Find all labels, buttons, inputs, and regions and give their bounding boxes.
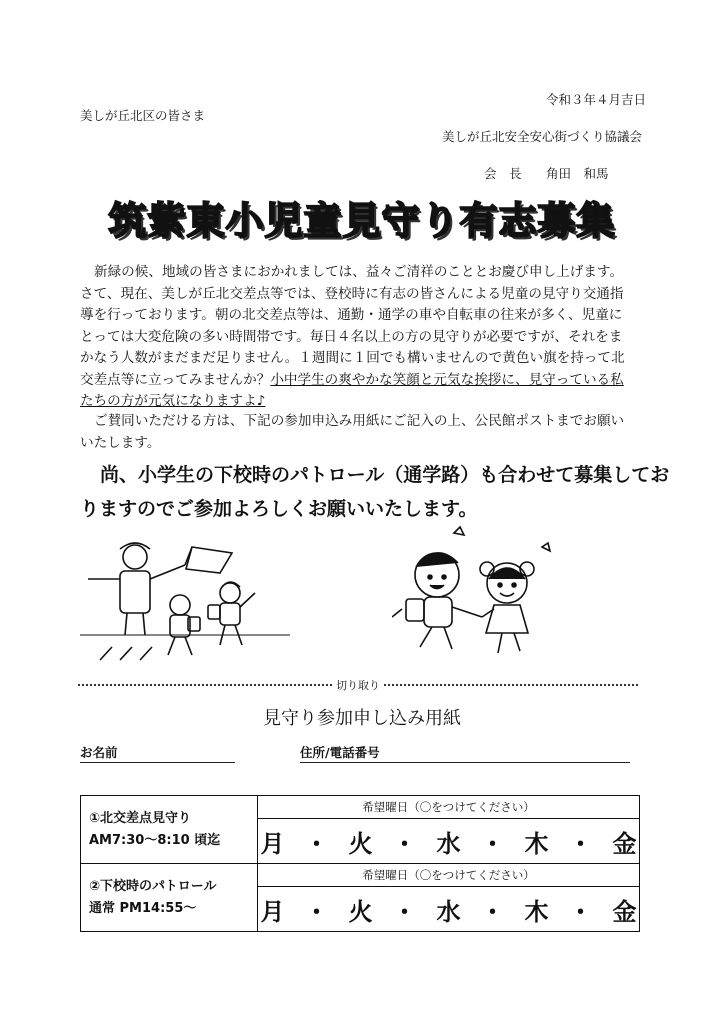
text-underlined: 小中学生の爽やかな笑顔と元気な挨拶に、見守っている私 <box>270 371 624 388</box>
day-selection-cell <box>258 864 640 932</box>
separator: ・ <box>304 829 329 858</box>
day-option-friday[interactable]: 金 <box>612 829 637 858</box>
form-title: 見守り参加申し込み用紙 <box>263 708 461 729</box>
day-option-friday[interactable]: 金 <box>612 897 637 926</box>
day-option-wednesday[interactable]: 水 <box>436 897 461 926</box>
text-line: かなう人数がまだまだ足りません。１週間に１回でも構いませんので黄色い旗を持って北 <box>80 350 625 366</box>
text-line: りますのでご参加よろしくお願いいたします。 <box>80 498 478 520</box>
row-time: AM7:30〜8:10 頃迄 <box>89 833 221 848</box>
date: 令和３年４月吉日 <box>545 92 646 107</box>
crossing-guard-illustration <box>80 535 300 670</box>
address-line[interactable] <box>300 762 630 763</box>
sender-name: 角田 和馬 <box>546 166 609 181</box>
day-option-monday[interactable]: 月 <box>260 829 285 858</box>
separator: ・ <box>568 829 593 858</box>
text-line <box>80 370 644 392</box>
row-title: ②下校時のパトロール <box>89 879 217 894</box>
participation-table <box>80 795 640 932</box>
name-line[interactable] <box>80 762 235 763</box>
day-selection-header: 希望曜日（〇をつけてください） <box>258 796 639 819</box>
request-paragraph <box>80 411 644 454</box>
text-line: ご賛同いただける方は、下記の参加申込み用紙にご記入の上、公民館ポストまでお願い <box>94 413 625 429</box>
table-row <box>81 864 640 932</box>
dotted-line <box>78 684 332 686</box>
separator: ・ <box>304 897 329 926</box>
name-label: お名前 <box>80 745 118 760</box>
day-option-tuesday[interactable]: 火 <box>348 897 373 926</box>
sender-org: 美しが丘北安全安心街づくり協議会 <box>441 129 642 144</box>
weekday-options <box>258 887 639 931</box>
day-option-thursday[interactable]: 木 <box>524 897 549 926</box>
text-line: とっては大変危険の多い時間帯です。毎日４名以上の方の見守りが必要ですが、それをま <box>80 328 623 345</box>
day-option-thursday[interactable]: 木 <box>524 829 549 858</box>
day-selection-cell <box>258 796 640 864</box>
day-option-monday[interactable]: 月 <box>260 897 285 926</box>
text-line: たちの方が元気になりますよ♪ <box>80 393 266 409</box>
row-label <box>81 864 258 932</box>
emphasis-paragraph <box>80 458 670 526</box>
day-option-wednesday[interactable]: 水 <box>436 829 461 858</box>
text-line: さて、現在、美しが丘北交差点等では、登校時に有志の皆さんによる児童の見守り交通指 <box>80 285 624 302</box>
day-selection-header: 希望曜日（〇をつけてください） <box>258 864 639 887</box>
day-option-tuesday[interactable]: 火 <box>348 829 373 858</box>
text-line: 導を行っております。朝の北交差点等は、通勤・通学の車や自転車の往来が多く、児童に <box>80 307 623 323</box>
separator: ・ <box>480 897 505 926</box>
cut-line <box>78 676 638 694</box>
page-title: 筑紫東小児童見守り有志募集 <box>108 199 616 243</box>
row-time: 通常 PM14:55〜 <box>89 901 197 916</box>
row-label <box>81 796 258 864</box>
dotted-line <box>384 684 638 686</box>
text-line: 新緑の候、地域の皆さまにおかれましては、益々ご清祥のこととお慶び申し上げます。 <box>94 264 624 280</box>
table-row <box>81 796 640 864</box>
row-title: ①北交差点見守り <box>89 811 192 826</box>
text-line: いたします。 <box>80 434 161 451</box>
weekday-options <box>258 819 639 863</box>
sender-title: 会 長 <box>484 166 522 181</box>
separator: ・ <box>392 897 417 926</box>
cut-line-label: 切り取り <box>336 679 380 692</box>
intro-paragraph <box>80 262 644 413</box>
address-label: 住所/電話番号 <box>300 745 380 760</box>
separator: ・ <box>480 829 505 858</box>
text-line: 尚、小学生の下校時のパトロール（通学路）も合わせて募集してお <box>100 464 670 486</box>
children-illustration <box>392 525 562 660</box>
text-plain: 交差点等に立ってみませんか？ <box>80 371 271 388</box>
recipient: 美しが丘北区の皆さま <box>80 108 206 123</box>
separator: ・ <box>568 897 593 926</box>
separator: ・ <box>392 829 417 858</box>
